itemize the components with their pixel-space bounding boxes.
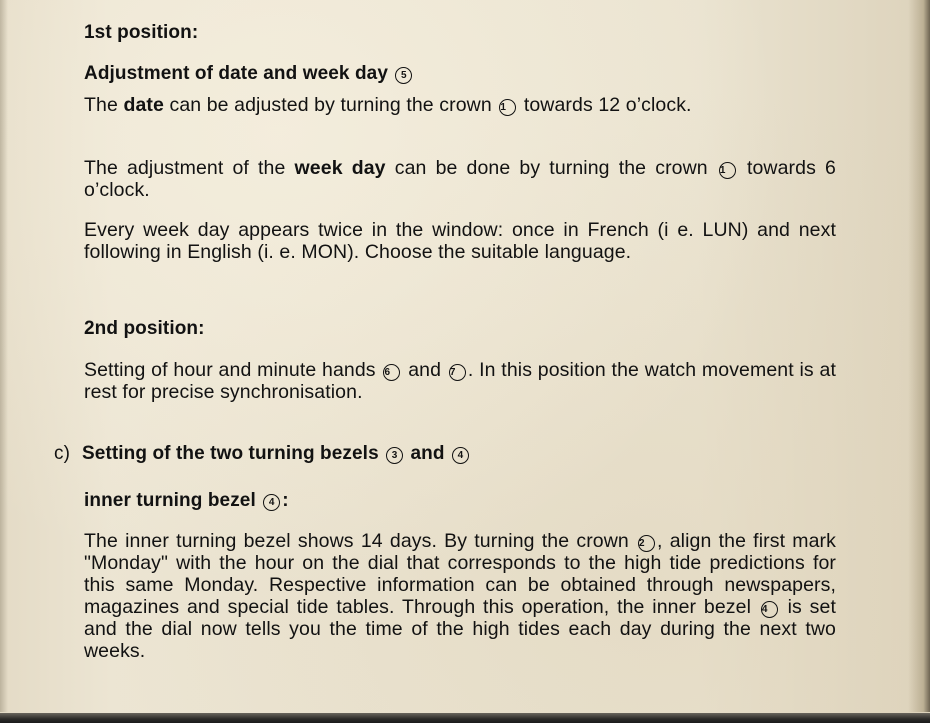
para2-text-d: towards 6 o’clock. [84, 157, 836, 201]
para2-text-c: can be done by turning the crown [394, 157, 708, 179]
ref-number-1-icon: 1 [719, 162, 736, 179]
heading-bezels-and: and [410, 443, 445, 464]
paragraph-language: Every week day appears twice in the window: once in French (i e. LUN) and next following in English (i. e. MON). Choose the suitable language. [84, 219, 836, 263]
para5-text-b: , align the first mark "Monday" with the hour on the dial that corresponds to the high tide predictions for this same Monday. Respective information can be obtained through newspapers, magazines and special tide tables. Through this operation, the inner bezel [84, 530, 836, 618]
ref-number-3-icon: 3 [386, 447, 403, 464]
paragraph-date-adjust [84, 94, 836, 116]
page-left-shadow [0, 0, 8, 712]
para4-text-b: . In this position the watch movement is at rest for precise synchronisation. [84, 359, 837, 403]
para5-text-a: The inner turning bezel shows 14 days. By turning the crown [84, 530, 629, 552]
para2-text-a: The adjustment of the [84, 157, 286, 179]
paragraph-inner-bezel [84, 530, 836, 662]
paragraph-hour-minute [84, 359, 836, 403]
ref-number-4-icon: 4 [452, 447, 469, 464]
para1-text-c: can be adjusted by turning the crown [169, 94, 492, 116]
page-spine-shadow [908, 0, 930, 712]
ref-number-6-icon: 6 [383, 364, 400, 381]
heading-1st-position: 1st position: [84, 22, 199, 43]
heading-inner-text: inner turning bezel [84, 490, 256, 511]
ref-number-4-icon: 4 [263, 494, 280, 511]
para4-text-a: Setting of hour and minute hands [84, 359, 376, 381]
paragraph-weekday-adjust [84, 157, 836, 201]
heading-bezels-text: Setting of the two turning bezels [82, 443, 379, 464]
heading-adjustment [84, 63, 414, 85]
heading-adjustment-text: Adjustment of date and week day [84, 63, 388, 84]
ref-number-7-icon: 7 [449, 364, 466, 381]
page-bottom-edge [0, 713, 930, 723]
ref-number-1-icon: 1 [499, 99, 516, 116]
para2-bold-weekday: week day [294, 157, 386, 179]
heading-2nd-position: 2nd position: [84, 318, 205, 339]
ref-number-5-icon: 5 [395, 67, 412, 84]
ref-number-4-icon: 4 [761, 601, 778, 618]
para1-text-a: The [84, 94, 118, 116]
para5-text-c: is set and the dial now tells you the time of the high tides each day during the next two weeks. [84, 596, 836, 662]
para4-and: and [408, 359, 442, 381]
ref-number-2-icon: 2 [638, 535, 655, 552]
section-c-prefix: c) [54, 443, 71, 464]
para1-bold-date: date [123, 94, 164, 116]
para1-text-d: towards 12 o’clock. [523, 94, 692, 116]
heading-inner-colon: : [282, 490, 289, 511]
heading-inner-bezel [84, 490, 289, 512]
heading-turning-bezels [82, 443, 471, 465]
